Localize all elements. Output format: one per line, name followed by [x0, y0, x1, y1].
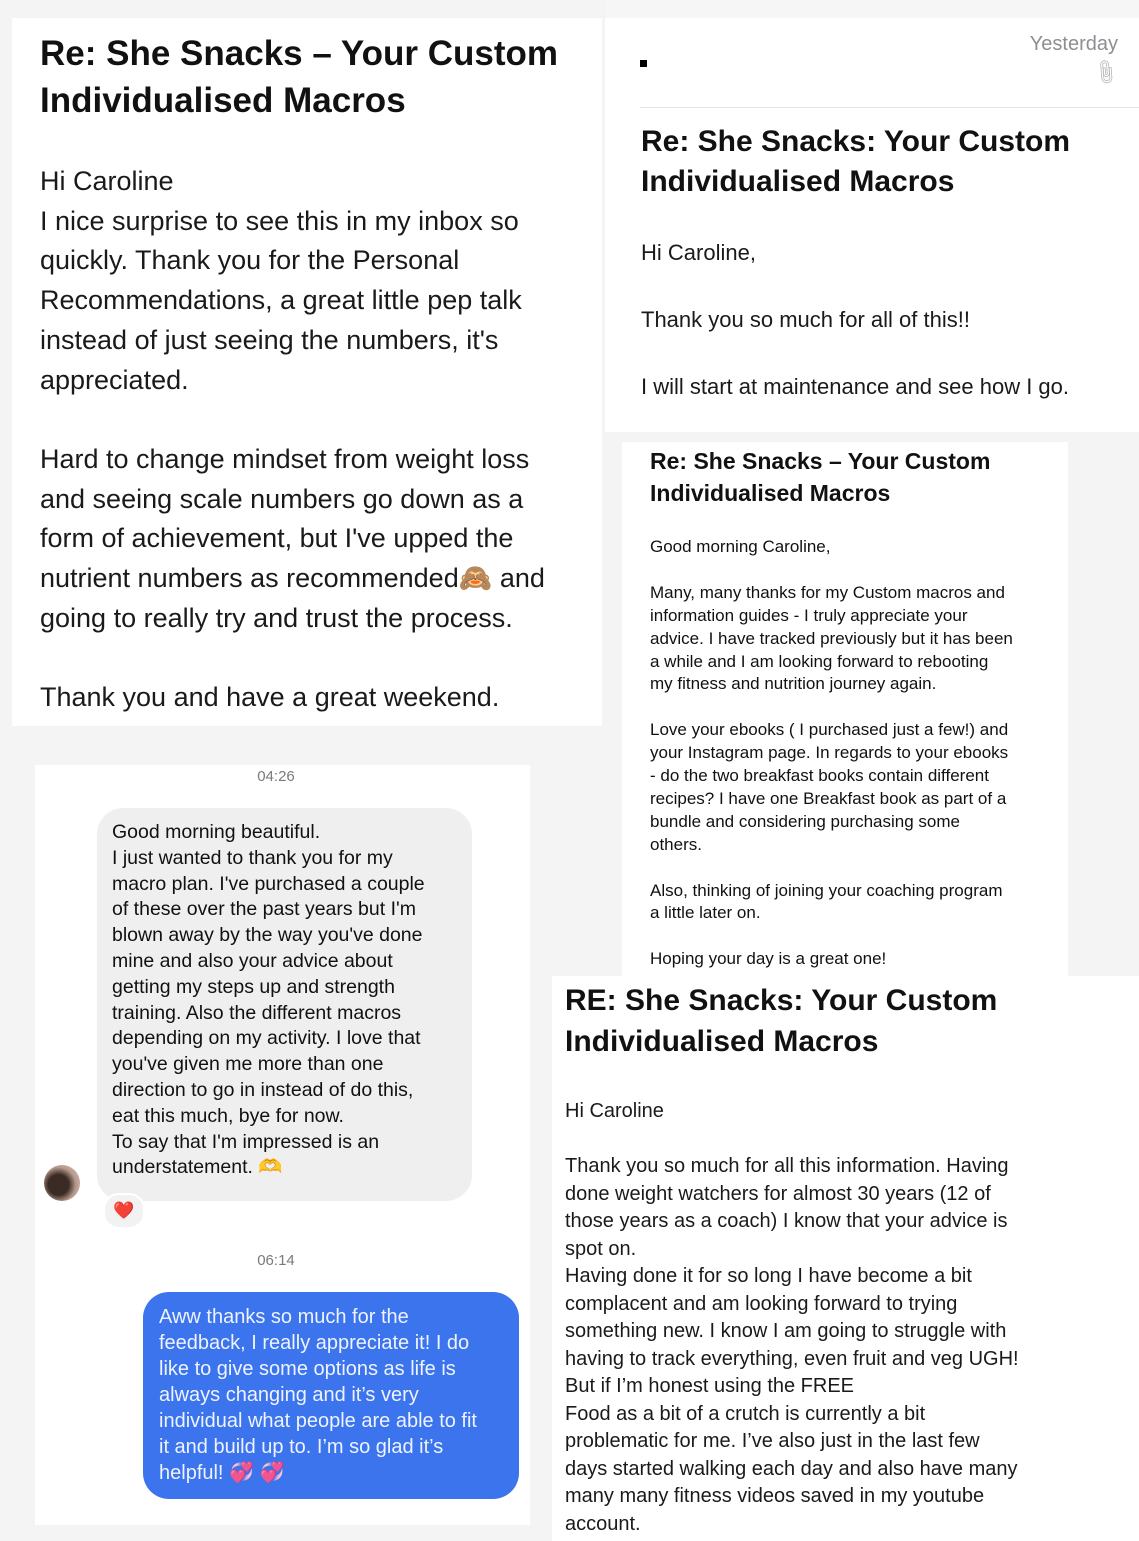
text-line: you've given me more than one: [112, 1053, 384, 1076]
text-line: understatement. 🫶: [112, 1156, 283, 1179]
text-line: Love your ebooks ( I purchased just a few!) and: [650, 720, 1009, 740]
text-line: Hi Caroline,: [641, 240, 756, 265]
text-line: a while and I am looking forward to rebooting: [650, 651, 989, 671]
text-line: eat this much, bye for now.: [112, 1104, 344, 1127]
text-line: Hard to change mindset from weight loss: [40, 443, 530, 474]
text-line: my fitness and nutrition journey again.: [650, 674, 937, 694]
heart-reaction-icon[interactable]: ❤️: [103, 1193, 145, 1229]
text-line: bundle and considering purchasing some: [650, 811, 960, 831]
text-line: recipes? I have one Breakfast book as part of a: [650, 788, 1007, 808]
top-bar: [605, 0, 1139, 18]
text-line: of these over the past years but I'm: [112, 898, 416, 921]
paragraph-gap: [650, 925, 1013, 948]
text-line: always changing and it’s very: [159, 1384, 419, 1406]
email-card-left: [12, 18, 602, 726]
text-line: Hoping your day is a great one!: [650, 949, 887, 969]
text-line: it and build up to. I’m so glad it’s: [159, 1436, 444, 1458]
paragraph-gap: [565, 1126, 1019, 1154]
text-line: helpful! 💞 💞: [159, 1462, 285, 1484]
text-line: Thank you so much for all this information. Having: [565, 1155, 1009, 1177]
email-card-right-middle: [622, 442, 1068, 976]
text-line: Food as a bit of a crutch is currently a bit: [565, 1402, 926, 1425]
text-line: Individualised Macros: [565, 1024, 879, 1058]
text-line: Many, many thanks for my Custom macros and: [650, 582, 1005, 602]
text-line: I nice surprise to see this in my inbox so: [40, 205, 519, 236]
text-line: But if I’m honest using the FREE: [565, 1375, 855, 1397]
message-timestamp: 06:14: [257, 1252, 295, 1269]
paragraph-gap: [40, 638, 545, 678]
text-line: account.: [565, 1512, 641, 1535]
text-line: having to track everything, even fruit and veg UGH!: [565, 1347, 1019, 1370]
email-body: [40, 162, 545, 718]
text-line: Good morning Caroline,: [650, 537, 831, 556]
message-text: [112, 820, 425, 1181]
text-line: blown away by the way you've done: [112, 924, 423, 947]
text-line: Thank you and have a great weekend.: [40, 682, 500, 713]
text-line: advice. I have tracked previously but it has been: [650, 628, 1013, 648]
text-line: information guides - I truly appreciate your: [650, 605, 968, 625]
text-line: problematic for me. I’ve also just in the last few: [565, 1430, 980, 1452]
message-text: [159, 1304, 477, 1486]
text-line: Re: She Snacks – Your Custom: [40, 34, 559, 73]
text-line: something new. I know I am going to struggle with: [565, 1320, 1007, 1342]
email-body: [650, 536, 1013, 971]
text-line: form of achievement, but I've upped the: [40, 523, 514, 554]
text-line: Re: She Snacks – Your Custom: [650, 448, 991, 474]
text-line: quickly. Thank you for the Personal: [40, 245, 460, 276]
text-line: macro plan. I've purchased a couple: [112, 872, 425, 895]
text-line: appreciated.: [40, 364, 189, 395]
text-line: direction to go in instead of do this,: [112, 1078, 414, 1101]
email-date: Yesterday: [1029, 33, 1118, 55]
email-subject: [641, 122, 1070, 202]
email-card-right-top: [605, 0, 1139, 432]
outgoing-message-bubble[interactable]: [143, 1292, 519, 1499]
text-line: Hi Caroline: [565, 1100, 664, 1122]
text-line: complacent and am looking forward to trying: [565, 1292, 958, 1315]
text-line: many many fitness videos saved in my youtube: [565, 1485, 985, 1507]
text-line: Re: She Snacks: Your Custom: [641, 125, 1070, 158]
paragraph-gap: [650, 559, 1013, 582]
text-line: nutrient numbers as recommended🙈 and: [40, 563, 545, 594]
paragraph-gap: [650, 696, 1013, 719]
text-line: I just wanted to thank you for my: [112, 846, 393, 869]
text-line: and seeing scale numbers go down as a: [40, 483, 524, 514]
paperclip-icon: 📎︎: [1090, 57, 1122, 88]
text-line: others.: [650, 834, 702, 854]
text-line: mine and also your advice about: [112, 949, 393, 972]
divider: [640, 107, 1139, 108]
text-line: - do the two breakfast books contain different: [650, 766, 989, 786]
text-line: Hi Caroline: [40, 166, 174, 196]
email-subject: [565, 981, 997, 1062]
text-line: your Instagram page. In regards to your ebooks: [650, 743, 1009, 763]
incoming-message-bubble[interactable]: [97, 808, 472, 1201]
text-line: those years as a coach) I know that your advice is: [565, 1210, 1008, 1232]
text-line: days started walking each day and also have many: [565, 1457, 1018, 1480]
text-line: going to really try and trust the process.: [40, 602, 513, 633]
email-subject: [650, 445, 990, 509]
text-line: Good morning beautiful.: [112, 821, 321, 843]
text-line: training. Also the different macros: [112, 1001, 402, 1024]
text-line: Individualised Macros: [650, 480, 891, 506]
text-line: Aww thanks so much for the: [159, 1306, 409, 1328]
text-line: Also, thinking of joining your coaching program: [650, 880, 1003, 900]
text-line: feedback, I really appreciate it! I do: [159, 1332, 470, 1354]
text-line: To say that I'm impressed is an: [112, 1130, 380, 1153]
text-line: individual what people are able to fit: [159, 1410, 477, 1432]
text-line: RE: She Snacks: Your Custom: [565, 984, 998, 1017]
avatar[interactable]: [44, 1165, 80, 1201]
email-subject: [40, 30, 558, 124]
paragraph-gap: [641, 337, 1069, 371]
text-line: instead of just seeing the numbers, it's: [40, 324, 499, 355]
chat-conversation: [35, 765, 530, 1525]
text-line: Individualised Macros: [641, 165, 955, 198]
email-card-right-bottom: [552, 976, 1139, 1541]
message-timestamp: 04:26: [257, 768, 295, 785]
text-line: getting my steps up and strength: [112, 975, 395, 998]
paragraph-gap: [40, 400, 545, 440]
text-line: Recommendations, a great little pep talk: [40, 285, 522, 316]
text-line: Individualised Macros: [40, 81, 406, 120]
paragraph-gap: [650, 857, 1013, 880]
text-line: spot on.: [565, 1237, 637, 1260]
text-line: like to give some options as life is: [159, 1358, 456, 1380]
text-line: Having done it for so long I have become a bit: [565, 1265, 972, 1287]
unread-marker: [640, 60, 647, 67]
text-line: a little later on.: [650, 903, 761, 923]
text-line: Thank you so much for all of this!!: [641, 307, 970, 332]
paragraph-gap: [641, 270, 1069, 304]
email-body: [565, 1098, 1019, 1538]
text-line: I will start at maintenance and see how I go.: [641, 374, 1070, 399]
text-line: done weight watchers for almost 30 years (12 of: [565, 1182, 991, 1205]
text-line: depending on my activity. I love that: [112, 1027, 421, 1050]
email-body: [641, 236, 1069, 404]
